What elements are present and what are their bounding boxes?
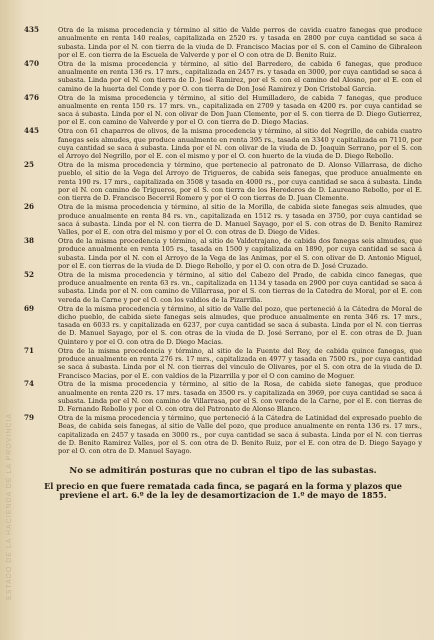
listing-content bbox=[24, 26, 422, 501]
entry-text: Otra con 61 chaparros de olivos, de la misma procedencia y término, al sitio del Negrillo, de cabida cuatro fanegas seis almudes, que produce anualmente en renta 395 rs., tasada en 3340 y capitalizada en 7110, por cuya cantidad se saca á subasta. Linda por el N. con olivar de la viuda de D. Joaquin Serrano, por el S. con el Arroyo del Negrillo, por el E. con el mismo y por el O. con huerto de la viuda de D. Diego Rebollo. bbox=[58, 127, 422, 161]
entry-number: 69 bbox=[24, 303, 35, 313]
entry-number: 26 bbox=[24, 202, 35, 212]
entry-number: 25 bbox=[24, 160, 35, 170]
entry-number: 445 bbox=[24, 126, 40, 136]
entry-text: Otra de la misma procedencia y término, al sitio del Barredero, de cabida 6 fanegas, que produce anualmente en renta 136 rs. 17 mrs., capitalizada en 2457 rs. y tasada en 3000, por cuya cantidad se saca á subasta. Linda por el N. con tierra de D. José Ramirez, por el S. con el camino del Alosno, por el E. con el camino de la huerta del Conde y por O. con tierra de Don José Ramirez y Don Cristobal Garcia. bbox=[58, 59, 422, 93]
footer-notice: No se admitirán posturas que no cubran el tipo de las subastas. bbox=[69, 465, 377, 476]
entry-number: 74 bbox=[24, 379, 35, 389]
entry-text: Otra de la misma procedencia y término, que pertenecio al patronato de D. Alonso Villarrasa, de dicho pueblo, el sitio de la Vega del Arroyo de Trigueros, de cabida seis fanegas, que produce anualmente en renta 190 rs. 17 mrs., capitalizada en 3508 y tasada en 4000 rs., por cuya cantidad se saca á subasta. Linda por el N. con camino de Trigueros, por el S. con tierra de los Herederos de D. Laureano Rebollo, por el E. con tierra de D. Francisco Becerril Romero y por el O con tierras de D. Juan Clemente. bbox=[58, 161, 422, 203]
property-entry bbox=[24, 380, 422, 413]
property-entry bbox=[24, 347, 422, 380]
entry-text: Otra de la misma procedencia y término al sitio de Valde perros de cavida cuatro fanegas que produce anualmente en renta 140 reales, capitalizada en 2520 rs. y tasada en 2800 por cuya cantidad se saca á subasta. Linda por el N. con tierra de la viuda de D. Francisco Macias por el S. con el Camino de Gibraleon por el E. con tierra de la Escuela de Valverde y por el O con otra de D. Benito Ruiz. bbox=[58, 26, 422, 59]
entry-text: Otra de la misma procedencia y término, al sitio de la Fuente del Rey, de cabida quince fanegas, que produce anualmente en renta 276 rs. 17 mrs., capitalizada en 4977 y tasada en 7500 rs., por cuya cantidad se saca á subasta. Linda por el N. con tierras del vinculo de Olivares, por el S. con otra de la viuda de D. Francisco Macias, por el E. con valdios de la Pizarrilla y por el O con camino de Moguer. bbox=[58, 346, 422, 380]
entry-text: Otra de la misma procedencia y término, al sitio de Valle del pozo, que perteneció á la Cátedra de Moral de dicho pueblo, de cabida siete fanegas seis almudes, que produce anualmente en renta 346 rs. 17 mrs., tasada en 6033 rs. y capitalizada en 6237, por cuya cantidad se saca á subasta. Linda por el N. con tierras de D. Manuel Sayago, por el S. con otras de la viuda de D. José Serrano, por el E. con otras de D. Juan Quintero y por el O. con otra de D. Diego Macias. bbox=[58, 304, 422, 346]
property-entry bbox=[24, 161, 422, 202]
property-entry bbox=[24, 203, 422, 236]
entry-number: 38 bbox=[24, 235, 35, 245]
property-entry bbox=[24, 305, 422, 346]
property-entry bbox=[24, 94, 422, 127]
property-entry bbox=[24, 237, 422, 270]
margin-stamp: ESTADO DE LA HACIENDA DE LA PROVINCIA bbox=[6, 412, 13, 600]
entry-text: Otra de la misma procedencia y término, al sitio del Cabezo del Prado, de cabida cinco fanegas, que produce anualmente en renta 63 rs. vn., capitalizada en 1134 y tasada en 2900 por cuya cantidad se saca á subasta. Linda por el N. con camino de Villarrasa, por el S. con tierras de la Catedra de Moral, por el E. con vereda de la Carne y por el O. con los valdios de la Pizarrilla. bbox=[58, 270, 422, 304]
entry-text: Otra de la misma procedencia y término, al sitio de la Morilla, de cabida siete fanegas seis almudes, que produce anualmente en renta 84 rs. vn., capitalizada en 1512 rs. y tasada en 3750, por cuya cantidad se saca á subasta. Linda por el N. con tierra de D. Manuel Sayago, por el S. con otras de D. Benito Ramirez Valles, por el E. con otra del mismo y por el O. con otras de D. Diego de Vides. bbox=[58, 203, 422, 237]
property-entry bbox=[24, 414, 422, 455]
entry-text: Otra de la misma procedencia y término, que perteneció á la Cátedra de Latinidad del expresado pueblo de Beas, de cabida seis fanegas, al sitio de Valle del pozo, que produce anualmente en renta 136 rs. 17 mrs., capitalizada en 2457 y tasada en 3000 rs., por cuya cantidad se saca á subasta. Linda por el N. con tierras de D. Benito Ramirez Valles, por el S. con otra de D. Benito Ruiz, por el E. con otra de D. Diego Sayago y por el O. con otra de D. Manuel Sayago. bbox=[58, 414, 422, 456]
entry-number: 79 bbox=[24, 413, 35, 423]
property-entry bbox=[24, 60, 422, 93]
entry-text: Otra de la misma procedencia y término, al sitio de Valdetrajano, de cabida dos fanegas seis almudes, que produce anualmente en renta 105 rs., tasada en 1500 y capitalizada en 1890, por cuya cantidad se saca á subasta. Linda por el N. con el Arroyo de la Vega de las Animas, por el S. con olivar de D. Antonio Miguel, por el E. con tierras de la viuda de D. Diego Rebollo, y por el O. con otra de D. José Cruzado. bbox=[58, 236, 422, 270]
property-listing bbox=[24, 26, 422, 456]
property-entry bbox=[24, 127, 422, 160]
footer-payment-terms: El precio en que fuere rematada cada finca, se pagará en la forma y plazos que previene el art. 6.º de la ley de desamortizacion de 1.º de mayo de 1855. bbox=[44, 480, 402, 501]
entry-number: 52 bbox=[24, 269, 35, 279]
entry-number: 435 bbox=[24, 25, 40, 34]
property-entry bbox=[24, 271, 422, 304]
entry-number: 476 bbox=[24, 92, 40, 102]
entry-number: 71 bbox=[24, 345, 35, 355]
entry-text: Otra de la misma procedencia y término, al sitio del Humilladero, de cabida 7 fanegas, que produce anualmente en renta 150 rs. 17 mrs. vn., capitalizada en 2709 y tasada en 4200 rs. por cuya cantidad se saca á subasta. Linda por el N. con olivar de Don Juan Clemente, por el S. con tierra de D. Diego Gutierrez, por el E. con camino de Valverde y por el O. con tierra de D. Diego Macias. bbox=[58, 93, 422, 127]
entry-text: Otra de la misma procedencia y término, al sitio de la Rosa, de cabida siete fanegas, que produce anualmente en renta 220 rs. 17 mrs. tasada en 3500 rs. y capitalizada en 3969, por cuya cantidad se saca á subasta. Linda por el N. con camino de Villarrasa, por el S. con vereda de la Carne, por el E. con tierras de D. Fernando Rebollo y por el O. con otra del Patronato de Alonso Blanco. bbox=[58, 380, 422, 414]
entry-number: 470 bbox=[24, 58, 40, 68]
property-entry bbox=[24, 26, 422, 59]
